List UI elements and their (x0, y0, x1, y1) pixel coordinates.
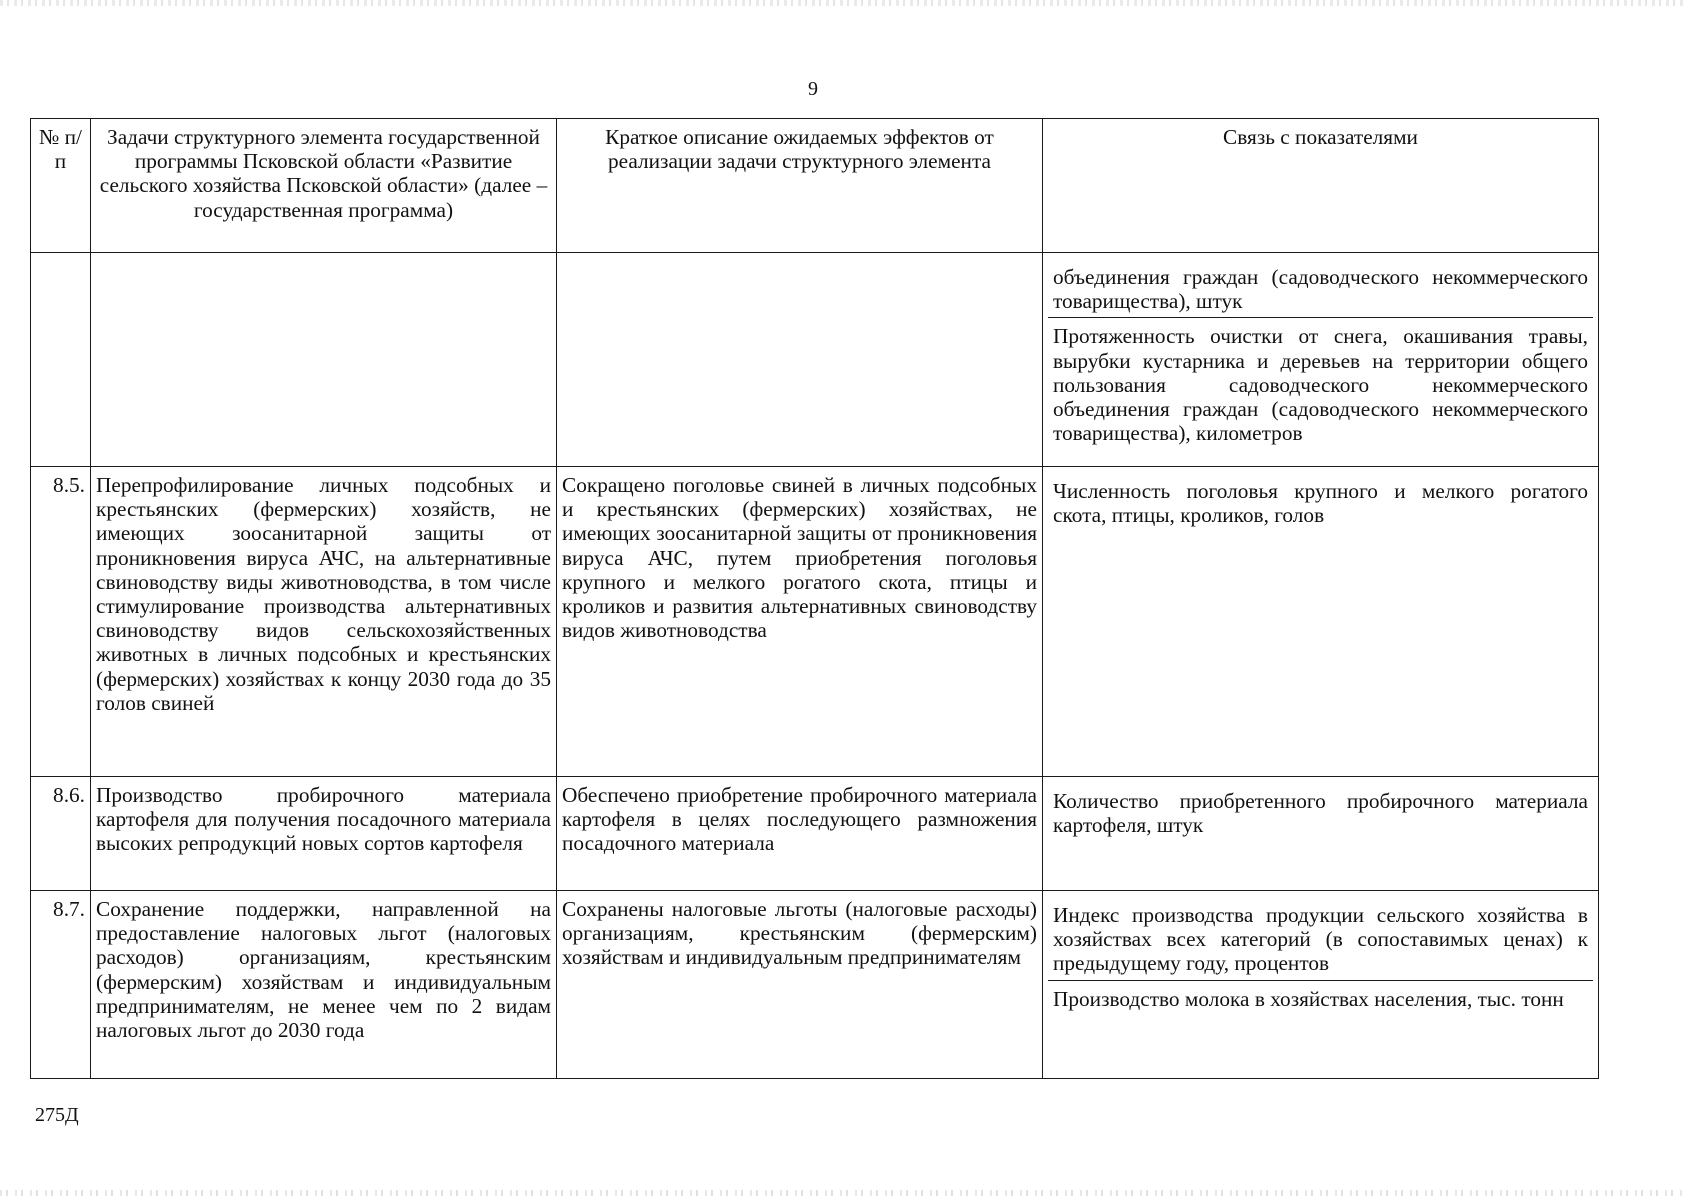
document-code: 275Д (35, 1104, 79, 1126)
header-effects: Краткое описание ожидаемых эффектов от реализации задачи структурного элемента (557, 119, 1043, 253)
row-task: Производство пробирочного материала картофеля для получения посадочного материала высоких репродукций новых сортов картофеля (91, 777, 557, 891)
row-indicators (1043, 891, 1599, 1079)
header-number: № п/п (31, 119, 91, 253)
row-number: 8.5. (31, 467, 91, 777)
indicator-item: Индекс производства продукции сельского хозяйства в хозяйствах всех категорий (в сопоставимых ценах) к предыдущему году, процентов (1053, 903, 1588, 976)
row-effect: Сохранены налоговые льготы (налоговые расходы) организациям, крестьянским (фермерским) хозяйствам и индивидуальным предпринимателям (557, 891, 1043, 1079)
scan-edge-bottom (0, 1190, 1686, 1196)
indicator-item: Производство молока в хозяйствах населения, тыс. тонн (1048, 980, 1593, 1015)
table-row (31, 891, 1599, 1079)
row-task: Перепрофилирование личных подсобных и крестьянских (фермерских) хозяйств, не имеющих зоосанитарной защиты от проникновения вируса АЧС, на альтернативные свиноводству виды животноводства, в том числе стимулирование производства альтернативных свиноводству видов сельскохозяйственных животных в личных подсобных и крестьянских (фермерских) хозяйствах к концу 2030 года до 35 голов свиней (91, 467, 557, 777)
row-indicators (1043, 253, 1599, 467)
scan-edge-top (0, 0, 1686, 6)
row-number: 8.6. (31, 777, 91, 891)
indicator-item: объединения граждан (садоводческого некоммерческого товарищества), штук (1053, 265, 1588, 314)
row-effect: Сокращено поголовье свиней в личных подсобных и крестьянских (фермерских) хозяйствах, не имеющих зоосанитарной защиты от проникновения вируса АЧС, путем приобретения поголовья крупного и мелкого рогатого скота, птицы и кроликов и развития альтернативных свиноводству видов животноводства (557, 467, 1043, 777)
table-header-row (31, 119, 1599, 253)
row-indicators (1043, 777, 1599, 891)
indicator-item: Численность поголовья крупного и мелкого рогатого скота, птицы, кроликов, голов (1053, 479, 1588, 528)
indicator-item: Протяженность очистки от снега, окашивания травы, вырубки кустарника и деревьев на территории общего пользования садоводческого некоммерческого объединения граждан (садоводческого некоммерческого товарищества), километров (1048, 317, 1593, 449)
header-tasks: Задачи структурного элемента государственной программы Псковской области «Развитие сельского хозяйства Псковской области» (далее – государственная программа) (91, 119, 557, 253)
table-row (31, 777, 1599, 891)
program-tasks-table (30, 118, 1599, 1079)
row-indicators (1043, 467, 1599, 777)
row-task (91, 253, 557, 467)
table-row (31, 253, 1599, 467)
table-row (31, 467, 1599, 777)
row-effect (557, 253, 1043, 467)
header-indicators: Связь с показателями (1043, 119, 1599, 253)
indicator-item: Количество приобретенного пробирочного материала картофеля, штук (1053, 789, 1588, 838)
row-task: Сохранение поддержки, направленной на предоставление налоговых льгот (налоговых расходов) организациям, крестьянским (фермерским) хозяйствам и индивидуальным предпринимателям, не менее чем по 2 видам налоговых льгот до 2030 года (91, 891, 557, 1079)
row-number: 8.7. (31, 891, 91, 1079)
row-effect: Обеспечено приобретение пробирочного материала картофеля в целях последующего размножения посадочного материала (557, 777, 1043, 891)
row-number (31, 253, 91, 467)
page-number: 9 (808, 78, 818, 100)
